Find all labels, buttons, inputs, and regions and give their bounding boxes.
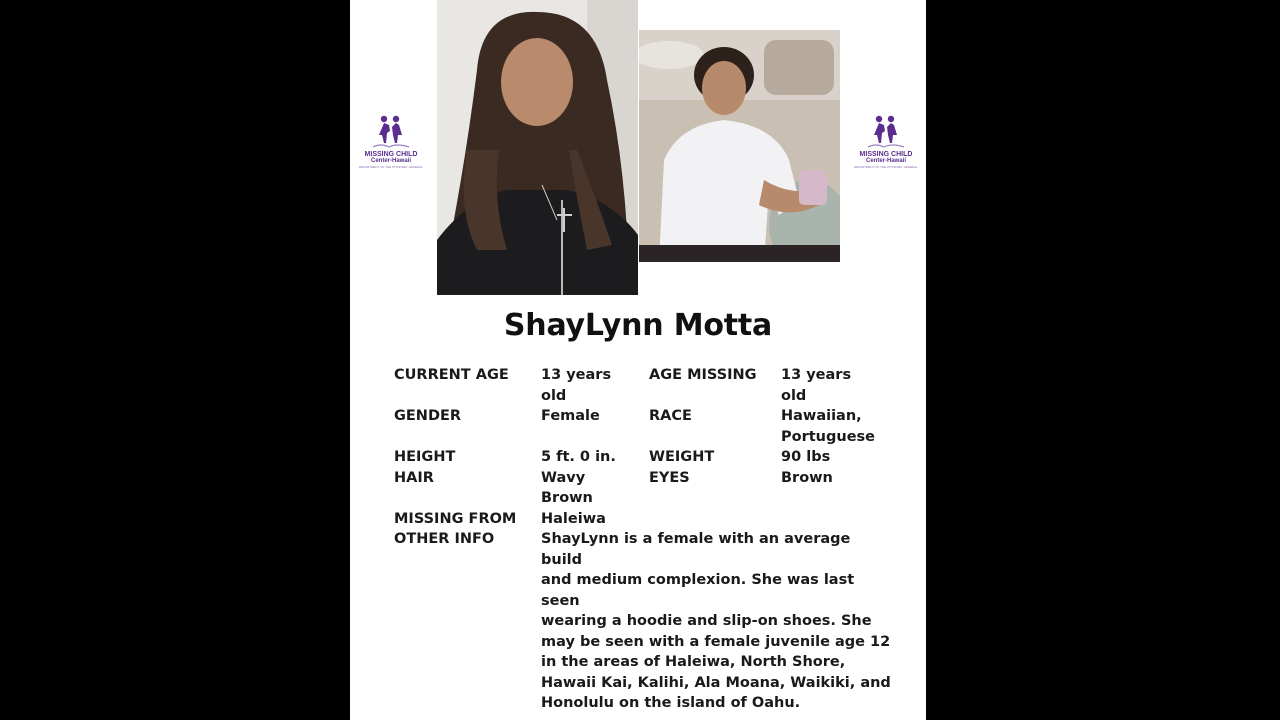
logo-line-1: MISSING CHILD xyxy=(364,151,418,158)
value-weight: 90 lbs xyxy=(781,449,831,465)
value-current-age-line2: old xyxy=(541,387,567,404)
logo-line-3: DEPARTMENT OF THE ATTORNEY GENERAL xyxy=(359,164,423,169)
label-age-missing: AGE MISSING xyxy=(649,367,757,383)
other-info-line: Honolulu on the island of Oahu. xyxy=(541,695,801,711)
label-height: HEIGHT xyxy=(394,449,456,465)
value-race-line1: Hawaiian, xyxy=(781,408,862,424)
value-missing-from: Haleiwa xyxy=(541,510,606,527)
value-current-age-line1: 13 years xyxy=(541,367,612,383)
label-weight: WEIGHT xyxy=(649,449,715,465)
value-hair-line2: Brown xyxy=(541,490,593,506)
value-hair-line1: Wavy xyxy=(541,469,586,486)
label-race: RACE xyxy=(649,408,692,424)
details-table xyxy=(350,0,926,720)
missing-person-name: ShayLynn Motta xyxy=(503,308,773,343)
other-info-line: in the areas of Haleiwa, North Shore, xyxy=(541,654,846,670)
other-info-line: ShayLynn is a female with an average build xyxy=(541,531,851,568)
label-current-age: CURRENT AGE xyxy=(394,367,509,383)
logo-line-2: Center-Hawaii xyxy=(865,158,906,165)
other-info-line: and medium complexion. She was last seen xyxy=(541,572,855,609)
other-info-line: Hawaii Kai, Kalihi, Ala Moana, Waikiki, and xyxy=(541,674,891,691)
other-info-line: may be seen with a female juvenile age 12 xyxy=(541,633,891,650)
label-other-info: OTHER INFO xyxy=(394,531,495,547)
logo-line-1: MISSING CHILD xyxy=(859,151,913,158)
label-eyes: EYES xyxy=(649,469,690,486)
missing-person-poster xyxy=(350,0,926,720)
value-height: 5 ft. 0 in. xyxy=(541,449,616,465)
value-age-missing-line1: 13 years xyxy=(781,367,852,383)
logo-line-3: DEPARTMENT OF THE ATTORNEY GENERAL xyxy=(854,164,918,169)
label-gender: GENDER xyxy=(394,408,462,424)
value-race-line2: Portuguese xyxy=(781,428,875,445)
other-info-line: wearing a hoodie and slip-on shoes. She xyxy=(541,613,872,629)
value-gender: Female xyxy=(541,408,600,424)
value-age-missing-line2: old xyxy=(781,387,807,404)
label-hair: HAIR xyxy=(394,469,434,486)
label-missing-from: MISSING FROM xyxy=(394,510,517,527)
value-other-info xyxy=(541,529,891,714)
value-eyes: Brown xyxy=(781,469,833,486)
logo-line-2: Center-Hawaii xyxy=(370,158,411,165)
